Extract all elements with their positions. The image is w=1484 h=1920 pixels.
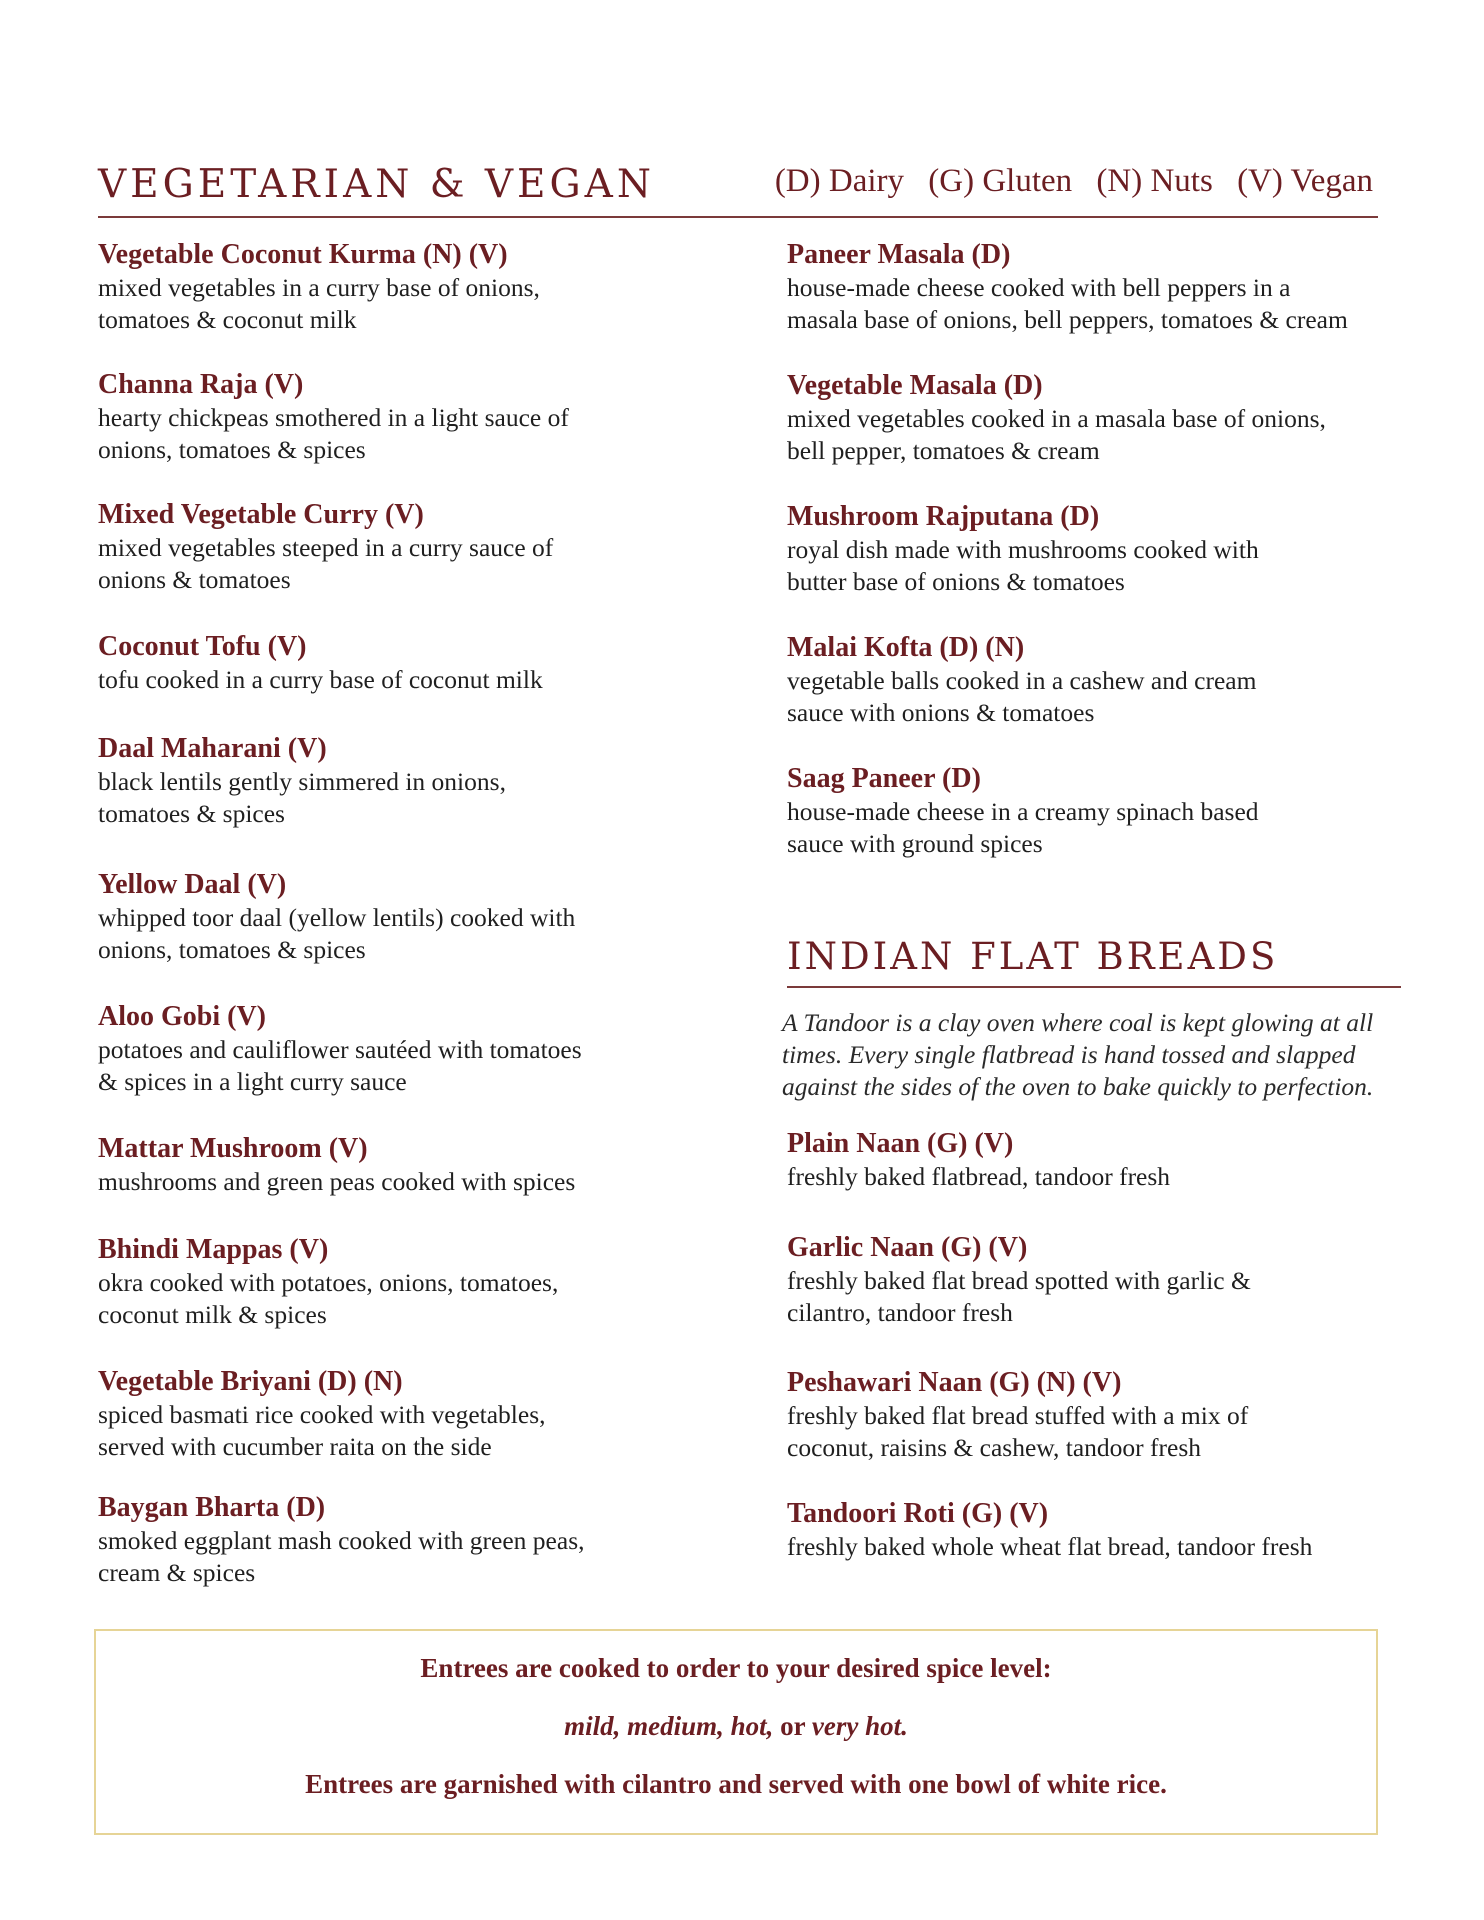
- section-divider: [98, 216, 1378, 218]
- menu-item-description: freshly baked whole wheat flat bread, tandoor fresh: [787, 1532, 1313, 1561]
- menu-item-description: cilantro, tandoor fresh: [787, 1298, 1013, 1327]
- menu-item-name: Vegetable Briyani (D) (N): [98, 1366, 403, 1397]
- menu-item-name: Vegetable Masala (D): [787, 370, 1043, 401]
- menu-item: [98, 1491, 658, 1589]
- legend-dairy: (D) Dairy: [774, 163, 905, 199]
- legend-vegan: (V) Vegan: [1237, 163, 1373, 199]
- menu-item-description: tofu cooked in a curry base of coconut milk: [98, 665, 543, 694]
- menu-item-description: house-made cheese cooked with bell peppers in a: [787, 273, 1291, 302]
- menu-item-description: sauce with ground spices: [787, 829, 1043, 858]
- menu-item-description: mixed vegetables in a curry base of onions,: [98, 273, 540, 302]
- menu-item-description: coconut milk & spices: [98, 1300, 327, 1329]
- menu-item-description: spiced basmati rice cooked with vegetables,: [98, 1400, 546, 1429]
- menu-item-description: served with cucumber raita on the side: [98, 1432, 492, 1461]
- menu-item-description: mushrooms and green peas cooked with spices: [98, 1167, 576, 1196]
- menu-item-description: sauce with onions & tomatoes: [787, 698, 1095, 727]
- menu-item-name: Yellow Daal (V): [98, 869, 287, 900]
- menu-item-name: Aloo Gobi (V): [98, 1001, 266, 1032]
- menu-item: [98, 1132, 658, 1233]
- menu-item-description: house-made cheese in a creamy spinach based: [787, 797, 1259, 826]
- menu-item-description: mixed vegetables steeped in a curry sauce of: [98, 533, 554, 562]
- menu-item-name: Mattar Mushroom (V): [98, 1133, 368, 1164]
- menu-item: [787, 1366, 1407, 1497]
- legend-nuts: (N) Nuts: [1096, 163, 1213, 199]
- menu-item-description: butter base of onions & tomatoes: [787, 567, 1125, 596]
- menu-item-description: & spices in a light curry sauce: [98, 1067, 407, 1096]
- legend-gluten: (G) Gluten: [928, 163, 1073, 199]
- menu-item: [98, 732, 658, 868]
- menu-item-description: onions & tomatoes: [98, 565, 291, 594]
- section-title-breads: INDIAN FLAT BREADS: [787, 935, 1279, 978]
- menu-item-description: mixed vegetables cooked in a masala base of onions,: [787, 404, 1326, 433]
- menu-item-description: vegetable balls cooked in a cashew and cream: [787, 666, 1257, 695]
- menu-item: [98, 868, 658, 1000]
- menu-item-description: hearty chickpeas smothered in a light sauce of: [98, 403, 569, 432]
- spice-level-very-hot: very hot.: [811, 1711, 908, 1741]
- menu-item-description: whipped toor daal (yellow lentils) cooked with: [98, 903, 576, 932]
- menu-item-name: Mushroom Rajputana (D): [787, 501, 1100, 532]
- menu-item-name: Plain Naan (G) (V): [787, 1128, 1014, 1159]
- menu-item-name: Bhindi Mappas (V): [98, 1234, 329, 1265]
- menu-column-right: [787, 238, 1407, 860]
- menu-item: [787, 1231, 1407, 1366]
- menu-item-name: Daal Maharani (V): [98, 733, 327, 764]
- menu-column-left: [98, 238, 658, 1589]
- menu-item-name: Coconut Tofu (V): [98, 631, 307, 662]
- spice-notice-box: [94, 1629, 1378, 1835]
- spice-notice-line: Entrees are cooked to order to your desired spice level:: [420, 1653, 1052, 1683]
- garnish-notice-line: Entrees are garnished with cilantro and served with one bowl of white rice.: [305, 1769, 1167, 1799]
- menu-item-description: freshly baked flatbread, tandoor fresh: [787, 1162, 1171, 1191]
- menu-item-description: black lentils gently simmered in onions,: [98, 767, 506, 796]
- menu-item-name: Baygan Bharta (D): [98, 1492, 326, 1523]
- menu-item: [98, 1000, 658, 1132]
- section-divider: [787, 986, 1401, 988]
- menu-item-description: onions, tomatoes & spices: [98, 435, 366, 464]
- menu-item-name: Paneer Masala (D): [787, 239, 1011, 270]
- menu-item: [787, 1127, 1407, 1231]
- menu-item-description: onions, tomatoes & spices: [98, 935, 366, 964]
- menu-item-description: tomatoes & coconut milk: [98, 305, 357, 334]
- menu-item-description: freshly baked flat bread spotted with garlic &: [787, 1266, 1251, 1295]
- menu-item: [787, 500, 1407, 631]
- menu-item: [98, 630, 658, 732]
- tandoor-note-line: against the sides of the oven to bake quickly to perfection.: [782, 1072, 1374, 1101]
- menu-item-name: Channa Raja (V): [98, 369, 304, 400]
- menu-item: [787, 762, 1407, 860]
- menu-item-description: okra cooked with potatoes, onions, tomatoes,: [98, 1268, 559, 1297]
- menu-item: [787, 1497, 1407, 1563]
- menu-item: [98, 1365, 658, 1491]
- menu-item: [787, 238, 1407, 369]
- spice-levels-or: or: [780, 1711, 806, 1741]
- menu-item-description: cream & spices: [98, 1558, 256, 1587]
- menu-item-description: royal dish made with mushrooms cooked with: [787, 535, 1259, 564]
- spice-levels-line: [96, 1711, 1376, 1742]
- menu-item-name: Tandoori Roti (G) (V): [787, 1498, 1049, 1529]
- tandoor-note: [782, 1007, 1402, 1103]
- menu-item-description: tomatoes & spices: [98, 799, 285, 828]
- menu-item: [98, 238, 658, 368]
- menu-item: [98, 498, 658, 630]
- menu-item-name: Malai Kofta (D) (N): [787, 632, 1025, 663]
- tandoor-note-line: A Tandoor is a clay oven where coal is kept glowing at all: [782, 1008, 1374, 1037]
- menu-item: [98, 1233, 658, 1365]
- menu-item-description: freshly baked flat bread stuffed with a mix of: [787, 1401, 1249, 1430]
- menu-item: [787, 369, 1407, 500]
- menu-item-description: potatoes and cauliflower sautéed with tomatoes: [98, 1035, 582, 1064]
- section-title-vegetarian: VEGETARIAN & VEGAN: [98, 162, 655, 207]
- menu-item-name: Vegetable Coconut Kurma (N) (V): [98, 239, 508, 270]
- menu-item-name: Peshawari Naan (G) (N) (V): [787, 1367, 1122, 1398]
- breads-column: [787, 1127, 1407, 1563]
- dietary-legend: [775, 163, 1373, 200]
- spice-levels-list: mild, medium, hot,: [564, 1711, 774, 1741]
- menu-item-description: bell pepper, tomatoes & cream: [787, 436, 1100, 465]
- tandoor-note-line: times. Every single flatbread is hand tossed and slapped: [782, 1040, 1356, 1069]
- menu-item-description: masala base of onions, bell peppers, tomatoes & cream: [787, 305, 1348, 334]
- menu-item-name: Garlic Naan (G) (V): [787, 1232, 1028, 1263]
- menu-item-name: Mixed Vegetable Curry (V): [98, 499, 424, 530]
- menu-item-description: coconut, raisins & cashew, tandoor fresh: [787, 1433, 1202, 1462]
- menu-item-description: smoked eggplant mash cooked with green peas,: [98, 1526, 585, 1555]
- menu-item: [98, 368, 658, 498]
- menu-item-name: Saag Paneer (D): [787, 763, 981, 794]
- menu-item: [787, 631, 1407, 762]
